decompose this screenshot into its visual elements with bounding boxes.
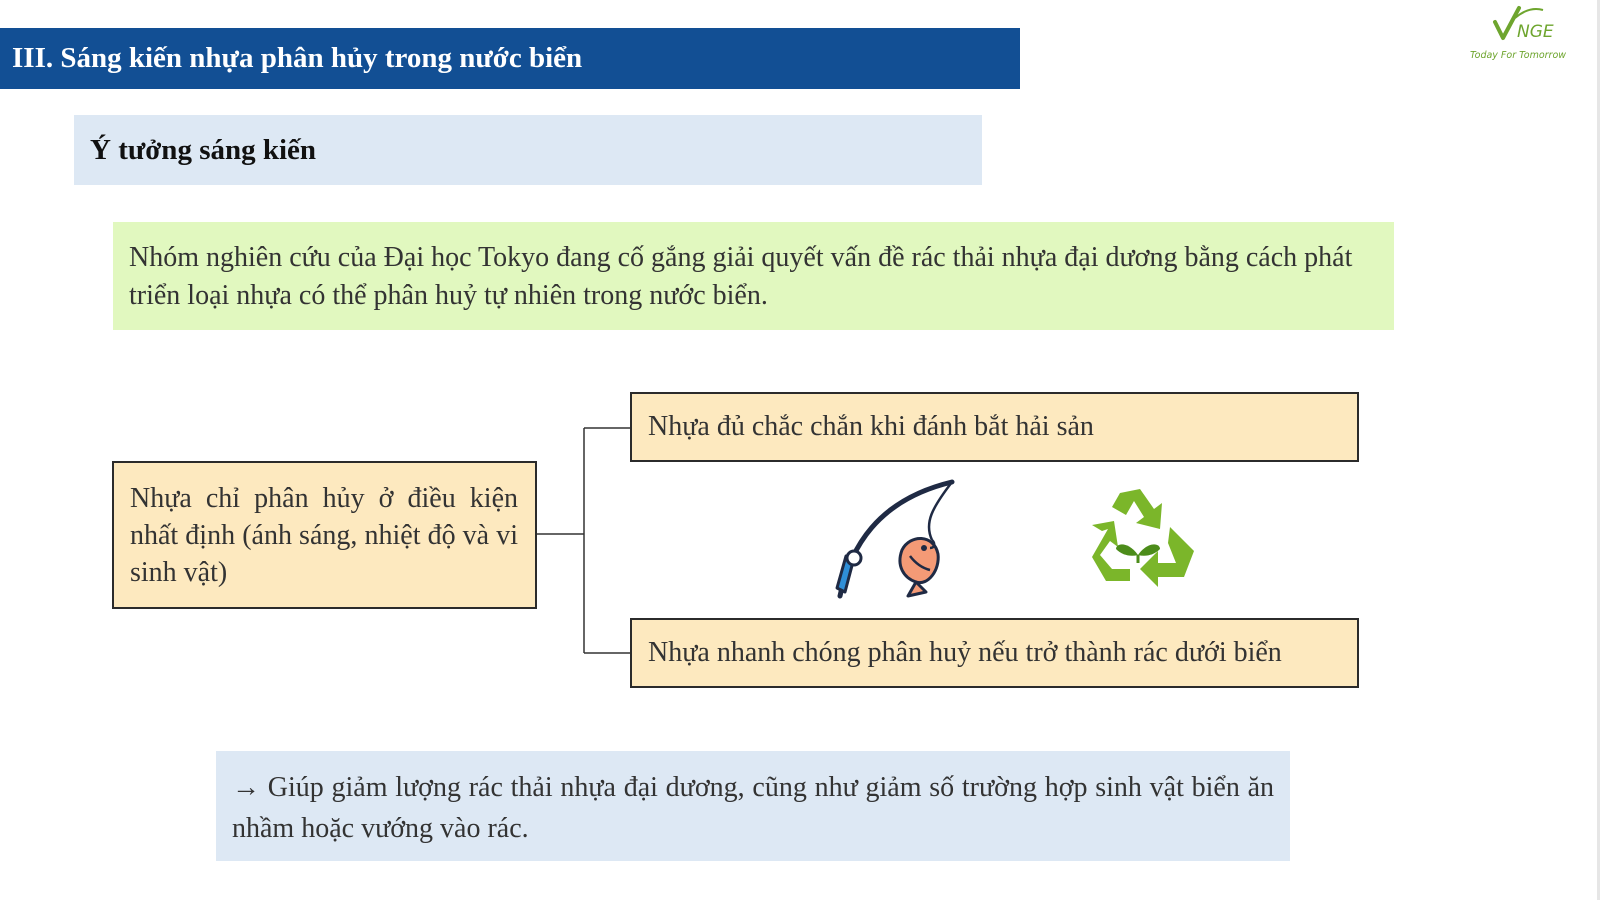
condition-box: Nhựa chỉ phân hủy ở điều kiện nhất định (ánh sáng, nhiệt độ và vi sinh vật) — [112, 461, 537, 609]
vnge-logo-mark — [1489, 4, 1569, 44]
recycle-icon — [1078, 485, 1198, 595]
property-strong-box: Nhựa đủ chắc chắn khi đánh bắt hải sản — [630, 392, 1359, 462]
svg-text:NGE: NGE — [1517, 22, 1554, 42]
idea-heading: Ý tưởng sáng kiến — [74, 115, 982, 185]
conclusion-text: → Giúp giảm lượng rác thải nhựa đại dương, cũng như giảm số trường hợp sinh vật biển ăn nhầm hoặc vướng vào rác. — [216, 751, 1290, 861]
fishing-rod-fish-icon — [832, 478, 962, 603]
vnge-logo — [1465, 4, 1595, 64]
slide-title: III. Sáng kiến nhựa phân hủy trong nước biển — [0, 28, 1020, 89]
property-degrade-box: Nhựa nhanh chóng phân huỷ nếu trở thành rác dưới biển — [630, 618, 1359, 688]
logo-tagline: Today For Tomorrow — [1470, 50, 1567, 61]
intro-text: Nhóm nghiên cứu của Đại học Tokyo đang cố gắng giải quyết vấn đề rác thải nhựa đại dương bằng cách phát triển loại nhựa có thể phân huỷ tự nhiên trong nước biển. — [113, 222, 1394, 330]
